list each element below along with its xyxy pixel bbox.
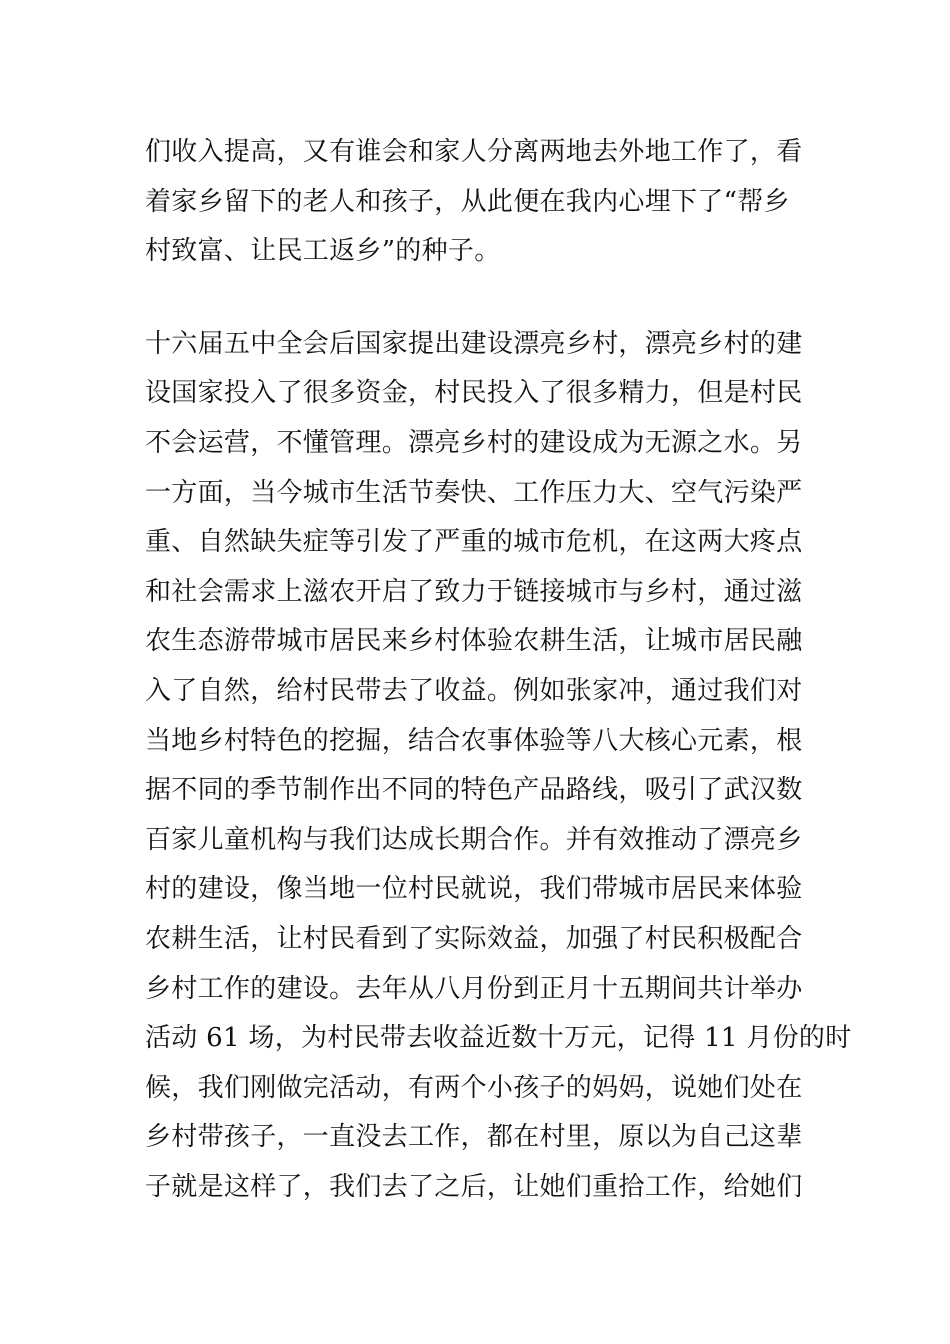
paragraph-2 bbox=[145, 320, 852, 1213]
text-line: 子就是这样了，我们去了之后，让她们重拾工作，给她们 bbox=[145, 1171, 803, 1202]
text-line: 当地乡村特色的挖掘，结合农事体验等八大核心元素，根 bbox=[145, 725, 803, 756]
text-line: 农生态游带城市居民来乡村体验农耕生活，让城市居民融 bbox=[145, 626, 803, 657]
text-line: 乡村工作的建设。去年从八月份到正月十五期间共计举办 bbox=[145, 973, 803, 1004]
text-line: 村的建设，像当地一位村民就说，我们带城市居民来体验 bbox=[145, 874, 803, 905]
text-line: 一方面，当今城市生活节奏快、工作压力大、空气污染严 bbox=[145, 477, 803, 508]
text-line: 百家儿童机构与我们达成长期合作。并有效推动了漂亮乡 bbox=[145, 824, 803, 855]
text-line: 入了自然，给村民带去了收益。例如张家冲，通过我们对 bbox=[145, 675, 803, 706]
paragraph-spacer bbox=[145, 277, 810, 320]
text-line: 们收入提高，又有谁会和家人分离两地去外地工作了，看 bbox=[145, 137, 803, 167]
paragraph-1 bbox=[145, 128, 810, 277]
text-line: 和社会需求上滋农开启了致力于链接城市与乡村，通过滋 bbox=[145, 576, 803, 607]
text-line: 十六届五中全会后国家提出建设漂亮乡村，漂亮乡村的建 bbox=[145, 328, 803, 359]
text-line: 农耕生活，让村民看到了实际效益，加强了村民积极配合 bbox=[145, 923, 803, 954]
text-line: 不会运营，不懂管理。漂亮乡村的建设成为无源之水。另 bbox=[145, 427, 803, 458]
text-line: 据不同的季节制作出不同的特色产品路线，吸引了武汉数 bbox=[145, 775, 803, 806]
text-line: 着家乡留下的老人和孩子，从此便在我内心埋下了“帮乡 bbox=[145, 186, 790, 217]
text-line: 重、自然缺失症等引发了严重的城市危机，在这两大疼点 bbox=[145, 527, 803, 558]
text-line: 候，我们刚做完活动，有两个小孩子的妈妈，说她们处在 bbox=[145, 1072, 803, 1103]
document-body bbox=[145, 128, 852, 1212]
text-line: 村致富、让民工返乡”的种子。 bbox=[145, 236, 501, 267]
text-line: 乡村带孩子，一直没去工作，都在村里，原以为自己这辈 bbox=[145, 1122, 803, 1153]
text-line: 活动 61 场，为村民带去收益近数十万元，记得 11 月份的时 bbox=[145, 1023, 852, 1054]
text-line: 设国家投入了很多资金，村民投入了很多精力，但是村民 bbox=[145, 378, 803, 409]
